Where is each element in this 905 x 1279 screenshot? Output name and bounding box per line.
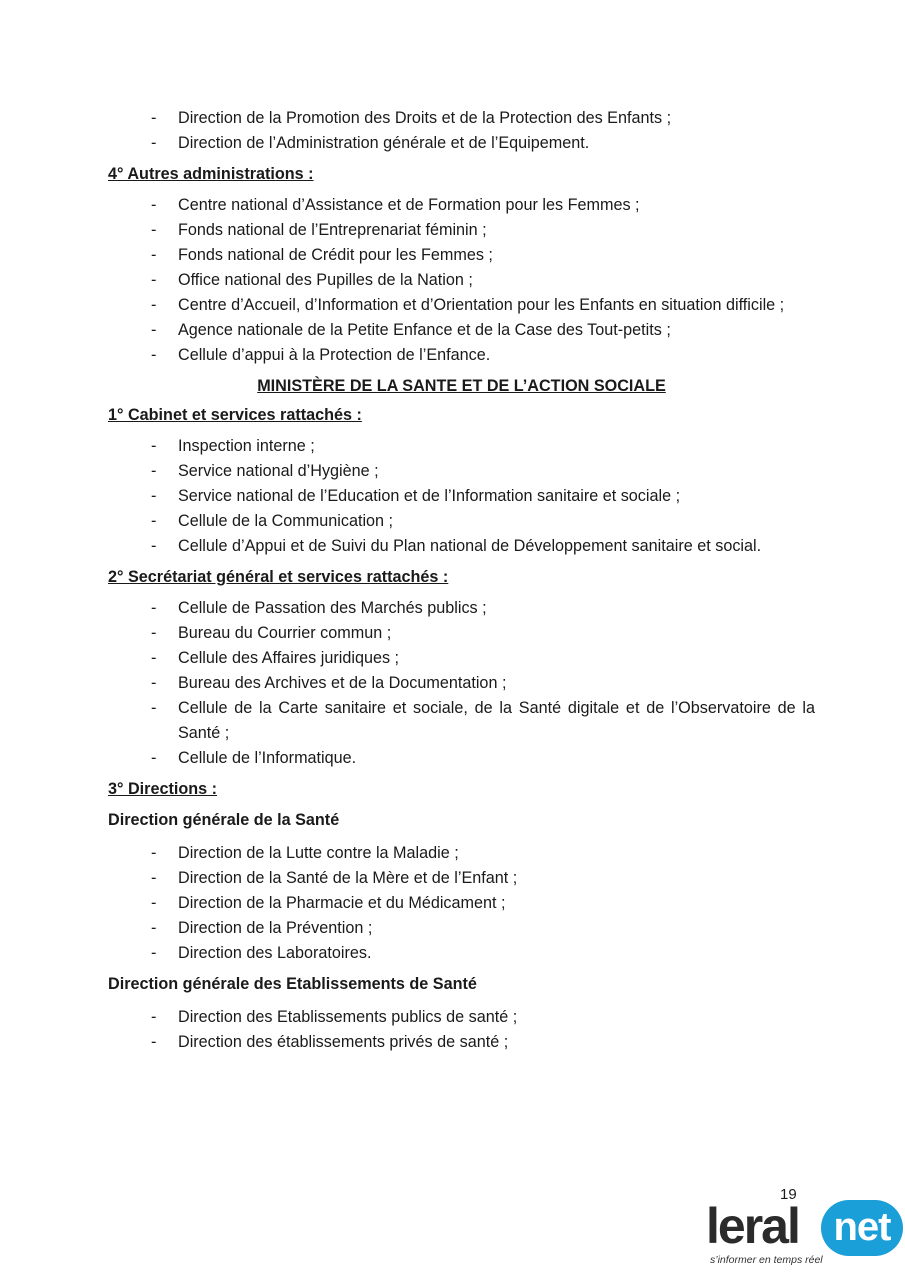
list-item: - Service national d’Hygiène ; <box>108 459 815 484</box>
logo-badge: net <box>821 1200 903 1256</box>
etablissements-list <box>108 1005 815 1055</box>
list-item: - Service national de l’Education et de l’Information sanitaire et sociale ; <box>108 484 815 509</box>
autres-list <box>108 193 815 368</box>
section-heading-secretariat: 2° Secrétariat général et services rattachés : <box>108 568 449 586</box>
section-heading-cabinet: 1° Cabinet et services rattachés : <box>108 406 362 424</box>
logo-tagline: s’informer en temps réel <box>710 1254 823 1266</box>
leralnet-logo <box>706 1200 904 1276</box>
list-item: - Direction de la Lutte contre la Maladie ; <box>108 841 815 866</box>
section-heading-autres: 4° Autres administrations : <box>108 165 314 183</box>
list-item: - Office national des Pupilles de la Nation ; <box>108 268 815 293</box>
subsection-title-etablissements: Direction générale des Etablissements de Santé <box>108 975 477 993</box>
list-item: - Direction de la Santé de la Mère et de l’Enfant ; <box>108 866 815 891</box>
list-item: - Centre national d’Assistance et de Formation pour les Femmes ; <box>108 193 815 218</box>
list-item: - Direction de la Promotion des Droits et de la Protection des Enfants ; <box>108 106 815 131</box>
document-body <box>108 106 815 1061</box>
list-item: - Direction des Laboratoires. <box>108 941 815 966</box>
section-heading-directions: 3° Directions : <box>108 780 218 798</box>
list-item: - Cellule de l’Informatique. <box>108 746 815 771</box>
list-item: - Fonds national de l’Entreprenariat féminin ; <box>108 218 815 243</box>
secretariat-list <box>108 596 815 771</box>
list-item: - Direction de l’Administration générale et de l’Equipement. <box>108 131 815 156</box>
list-item: - Direction des établissements privés de santé ; <box>108 1030 815 1055</box>
list-item: - Direction de la Pharmacie et du Médicament ; <box>108 891 815 916</box>
list-item: - Bureau du Courrier commun ; <box>108 621 815 646</box>
list-item: - Fonds national de Crédit pour les Femmes ; <box>108 243 815 268</box>
list-item: - Cellule d’Appui et de Suivi du Plan national de Développement sanitaire et social. <box>108 534 815 559</box>
intro-list <box>108 106 815 156</box>
logo-wordmark: leral <box>706 1198 799 1254</box>
list-item: - Bureau des Archives et de la Documentation ; <box>108 671 815 696</box>
subsection-title-sante: Direction générale de la Santé <box>108 811 340 829</box>
list-item: - Cellule de la Communication ; <box>108 509 815 534</box>
list-item: - Agence nationale de la Petite Enfance et de la Case des Tout-petits ; <box>108 318 815 343</box>
list-item: - Inspection interne ; <box>108 434 815 459</box>
list-item: - Cellule de la Carte sanitaire et sociale, de la Santé digitale et de l’Observatoire de la Santé ; <box>108 696 815 746</box>
ministry-title: MINISTÈRE DE LA SANTE ET DE L’ACTION SOCIALE <box>257 377 666 395</box>
list-item: - Direction de la Prévention ; <box>108 916 815 941</box>
list-item: - Cellule des Affaires juridiques ; <box>108 646 815 671</box>
list-item: - Cellule d’appui à la Protection de l’Enfance. <box>108 343 815 368</box>
cabinet-list <box>108 434 815 559</box>
sante-list <box>108 841 815 966</box>
page-number: 19 <box>780 1186 797 1203</box>
list-item: - Centre d’Accueil, d’Information et d’Orientation pour les Enfants en situation difficile ; <box>108 293 815 318</box>
list-item: - Direction des Etablissements publics de santé ; <box>108 1005 815 1030</box>
list-item: - Cellule de Passation des Marchés publics ; <box>108 596 815 621</box>
